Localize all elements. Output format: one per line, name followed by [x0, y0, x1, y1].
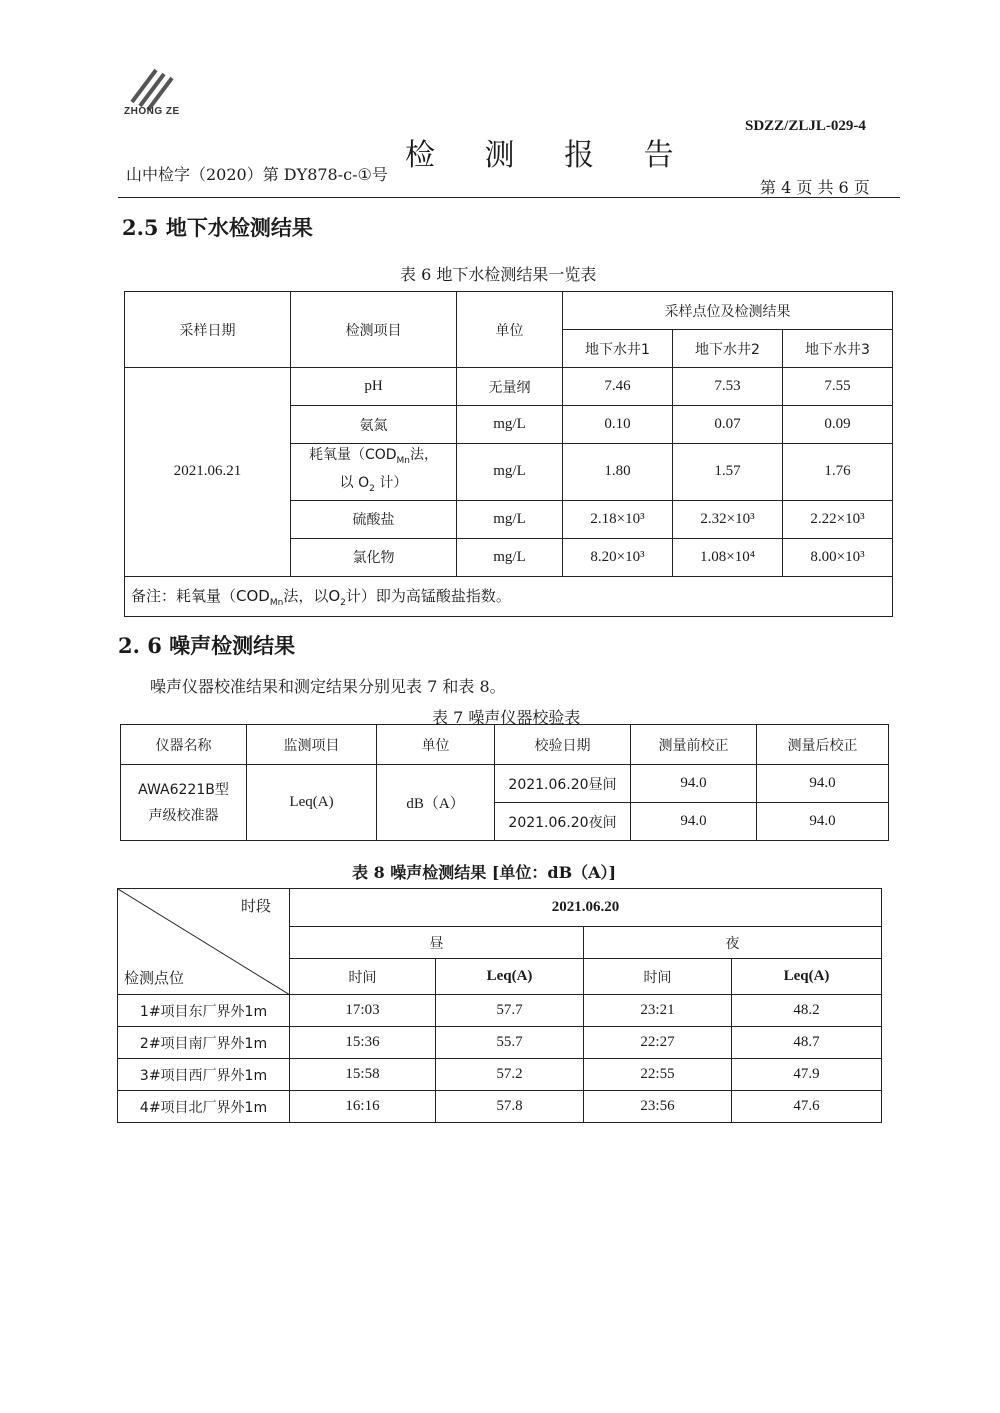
value-cell: 7.53 — [673, 368, 783, 406]
monitor-item-cell: Leq(A) — [247, 765, 377, 841]
night-leq-cell: 47.9 — [732, 1059, 882, 1091]
table8-caption: 表 8 噪声检测结果 [单位：dB（A）] — [352, 863, 617, 882]
value-cell: 2.18×10³ — [563, 500, 673, 538]
unit-cell: dB（A） — [377, 765, 495, 841]
night-leq-cell: 47.6 — [732, 1091, 882, 1123]
table-row — [118, 1027, 882, 1059]
night-leq-cell: 48.2 — [732, 995, 882, 1027]
header-daytime: 昼 — [290, 927, 584, 959]
value-cell: 7.46 — [563, 368, 673, 406]
monitor-point-cell: 3#项目西厂界外1m — [118, 1059, 290, 1091]
header-monitor-item: 监测项目 — [247, 725, 377, 765]
day-time-cell: 15:36 — [290, 1027, 436, 1059]
header-test-item: 检测项目 — [291, 292, 457, 368]
item-cell: 氨氮 — [291, 406, 457, 444]
night-time-cell: 23:56 — [584, 1091, 732, 1123]
monitor-point-cell: 4#项目北厂界外1m — [118, 1091, 290, 1123]
after-value-cell: 94.0 — [757, 765, 889, 803]
header-day-leq: Leq(A) — [436, 959, 584, 995]
value-cell: 1.80 — [563, 444, 673, 501]
night-leq-cell: 48.7 — [732, 1027, 882, 1059]
table6-caption: 表 6 地下水检测结果一览表 — [400, 265, 597, 284]
header-night-leq: Leq(A) — [732, 959, 882, 995]
header-well-3: 地下水井3 — [783, 330, 893, 368]
header-day-time: 时间 — [290, 959, 436, 995]
value-cell: 7.55 — [783, 368, 893, 406]
day-time-cell: 17:03 — [290, 995, 436, 1027]
calibration-date-cell: 2021.06.20夜间 — [495, 803, 631, 841]
day-leq-cell: 55.7 — [436, 1027, 584, 1059]
value-cell: 0.10 — [563, 406, 673, 444]
header-points-results: 采样点位及检测结果 — [563, 292, 893, 330]
header-well-2: 地下水井2 — [673, 330, 783, 368]
night-time-cell: 22:55 — [584, 1059, 732, 1091]
header-date: 2021.06.20 — [290, 889, 882, 927]
value-cell: 8.20×10³ — [563, 538, 673, 576]
item-cell: pH — [291, 368, 457, 406]
value-cell: 2.22×10³ — [783, 500, 893, 538]
item-cell: 硫酸盐 — [291, 500, 457, 538]
before-value-cell: 94.0 — [631, 765, 757, 803]
table-row — [118, 1091, 882, 1123]
header-divider — [118, 197, 900, 198]
day-leq-cell: 57.2 — [436, 1059, 584, 1091]
noise-results-table — [117, 888, 882, 1123]
page-title: 检 测 报 告 — [405, 138, 694, 173]
header-instrument-name: 仪器名称 — [121, 725, 247, 765]
header-nighttime: 夜 — [584, 927, 882, 959]
unit-cell: mg/L — [457, 406, 563, 444]
instrument-name-cell: AWA6221B型 声级校准器 — [121, 765, 247, 841]
value-cell: 1.08×10⁴ — [673, 538, 783, 576]
table-row — [118, 1059, 882, 1091]
header-calibration-date: 校验日期 — [495, 725, 631, 765]
value-cell: 2.32×10³ — [673, 500, 783, 538]
after-value-cell: 94.0 — [757, 803, 889, 841]
day-leq-cell: 57.8 — [436, 1091, 584, 1123]
value-cell: 0.09 — [783, 406, 893, 444]
day-time-cell: 15:58 — [290, 1059, 436, 1091]
header-well-1: 地下水井1 — [563, 330, 673, 368]
report-number: 山中检字（2020）第 DY878-c-①号 — [126, 165, 388, 184]
day-leq-cell: 57.7 — [436, 995, 584, 1027]
table6-note: 备注：耗氧量（$COD_{Mn}$法，以$O_2$计）即为高锰酸盐指数。 — [125, 576, 893, 616]
day-time-cell: 16:16 — [290, 1091, 436, 1123]
header-sampling-date: 采样日期 — [125, 292, 291, 368]
section-heading-noise: 2. 6 噪声检测结果 — [118, 633, 296, 658]
sampling-date-cell: 2021.06.21 — [125, 368, 291, 577]
header-diagonal-cell — [118, 889, 290, 995]
section-heading-groundwater: 2.5 地下水检测结果 — [122, 215, 313, 240]
unit-cell: 无量纲 — [457, 368, 563, 406]
before-value-cell: 94.0 — [631, 803, 757, 841]
value-cell: 8.00×10³ — [783, 538, 893, 576]
unit-cell: mg/L — [457, 444, 563, 501]
value-cell: 1.76 — [783, 444, 893, 501]
night-time-cell: 22:27 — [584, 1027, 732, 1059]
noise-intro: 噪声仪器校准结果和测定结果分别见表 7 和表 8。 — [150, 677, 506, 696]
logo-text: ZHONG ZE — [124, 106, 180, 117]
header-unit: 单位 — [377, 725, 495, 765]
document-code: SDZZ/ZLJL-029-4 — [745, 118, 866, 134]
calibration-table — [120, 724, 889, 841]
item-cell: 氯化物 — [291, 538, 457, 576]
header-unit: 单位 — [457, 292, 563, 368]
value-cell: 1.57 — [673, 444, 783, 501]
page-info: 第 4 页 共 6 页 — [760, 178, 870, 197]
header-after-calibration: 测量后校正 — [757, 725, 889, 765]
monitor-point-cell: 1#项目东厂界外1m — [118, 995, 290, 1027]
table-row — [125, 368, 893, 406]
calibration-date-cell: 2021.06.20昼间 — [495, 765, 631, 803]
header-monitor-point: 检测点位 — [124, 969, 185, 987]
value-cell: 0.07 — [673, 406, 783, 444]
header-night-time: 时间 — [584, 959, 732, 995]
table-row — [118, 995, 882, 1027]
groundwater-table — [124, 291, 893, 617]
table7-caption: 表 7 噪声仪器校验表 — [432, 708, 581, 727]
table-row — [121, 765, 889, 803]
monitor-point-cell: 2#项目南厂界外1m — [118, 1027, 290, 1059]
header-period: 时段 — [240, 897, 271, 915]
item-cell: 耗氧量（$COD_{Mn}$法， 以 $O_2$ 计） — [291, 444, 457, 501]
unit-cell: mg/L — [457, 538, 563, 576]
header-before-calibration: 测量前校正 — [631, 725, 757, 765]
unit-cell: mg/L — [457, 500, 563, 538]
night-time-cell: 23:21 — [584, 995, 732, 1027]
